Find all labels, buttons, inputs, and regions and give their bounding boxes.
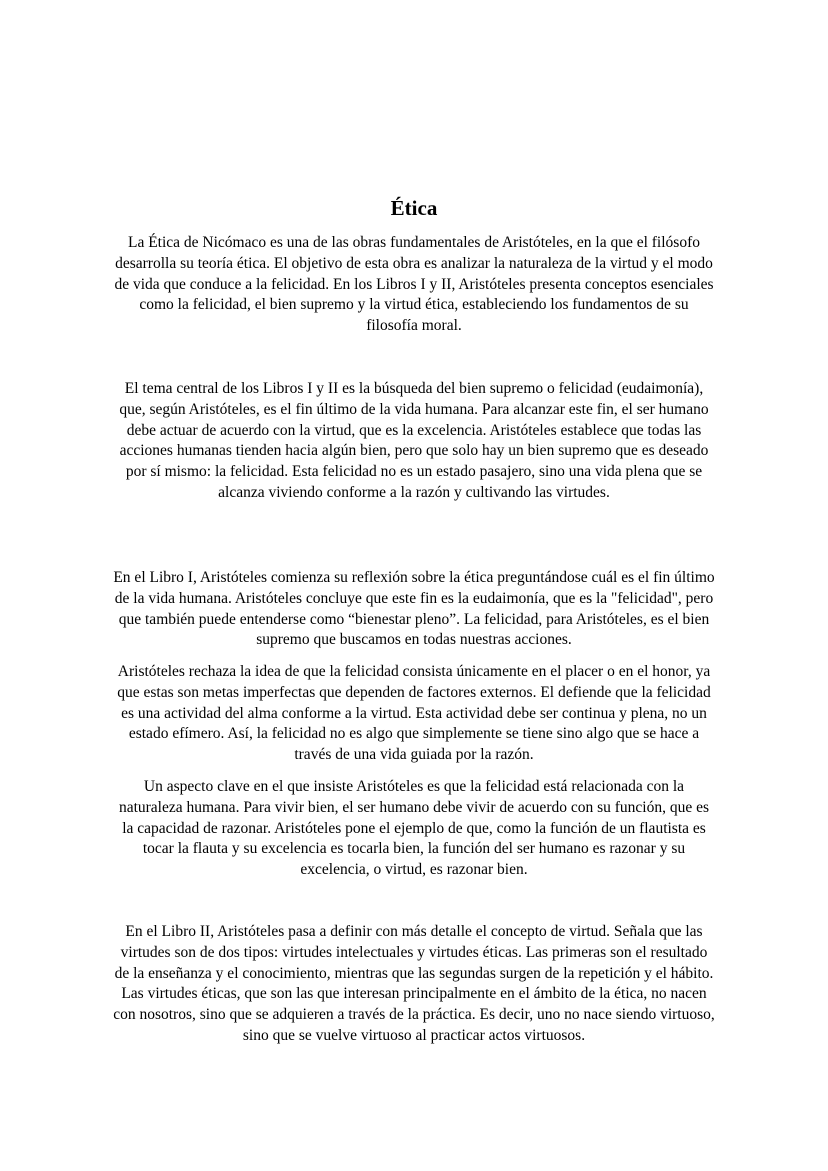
paragraph-intro: La Ética de Nicómaco es una de las obras fundamentales de Aristóteles, en la que el filósofo desarrolla su teoría ética. El objetivo de esta obra es analizar la naturaleza de la virtud y el modo de vida que conduce a la felicidad. En los Libros I y II, Aristóteles presenta conceptos esenciales como la felicidad, el bien supremo y la virtud ética, estableciendo los fundamentos de su filosofía moral. xyxy=(114,234,714,335)
paragraph-central-theme: El tema central de los Libros I y II es la búsqueda del bien supremo o felicidad (eudaimonía), que, según Aristóteles, es el fin último de la vida humana. Para alcanzar este fin, el ser humano debe actuar de acuerdo con la virtud, que es la excelencia. Aristóteles establece que todas las acciones humanas tienden hacia algún bien, pero que solo hay un bien supremo que es deseado por sí mismo: la felicidad. Esta felicidad no es un estado pasajero, sino una vida plena que se alcanza viviendo conforme a la razón y cultivando las virtudes. xyxy=(119,380,709,501)
paragraph-naturaleza-humana: Un aspecto clave en el que insiste Aristóteles es que la felicidad está relacionada con la naturaleza humana. Para vivir bien, el ser humano debe vivir de acuerdo con su función, que es la capacidad de razonar. Aristóteles pone el ejemplo de que, como la función de un flautista es tocar la flauta y su excelencia es tocarla bien, la función del ser humano es razonar y su excelencia, o virtud, es razonar bien. xyxy=(118,778,710,879)
page-title: Ética xyxy=(390,196,438,220)
paragraph-libro-i: En el Libro I, Aristóteles comienza su reflexión sobre la ética preguntándose cuál es el fin último de la vida humana. Aristóteles concluye que este fin es la eudaimonía, que es la "felicidad", pero que también puede entenderse como “bienestar pleno”. La felicidad, para Aristóteles, es el bien supremo que buscamos en todas nuestras acciones. xyxy=(113,569,715,649)
paragraph-placer-honor: Aristóteles rechaza la idea de que la felicidad consista únicamente en el placer o en el honor, ya que estas son metas imperfectas que dependen de factores externos. El defiende que la felicidad es una actividad del alma conforme a la virtud. Esta actividad debe ser continua y plena, no un estado efímero. Así, la felicidad no es algo que simplemente se tiene sino algo que se hace a través de una vida guiada por la razón. xyxy=(117,663,711,764)
paragraph-libro-ii: En el Libro II, Aristóteles pasa a definir con más detalle el concepto de virtud. Señala que las virtudes son de dos tipos: virtudes intelectuales y virtudes éticas. Las primeras son el resultado de la enseñanza y el conocimiento, mientras que las segundas surgen de la repetición y el hábito. Las virtudes éticas, que son las que interesan principalmente en el ámbito de la ética, no nacen con nosotros, sino que se adquieren a través de la práctica. Es decir, uno no nace siendo virtuoso, sino que se vuelve virtuoso al practicar actos virtuosos. xyxy=(113,923,715,1044)
